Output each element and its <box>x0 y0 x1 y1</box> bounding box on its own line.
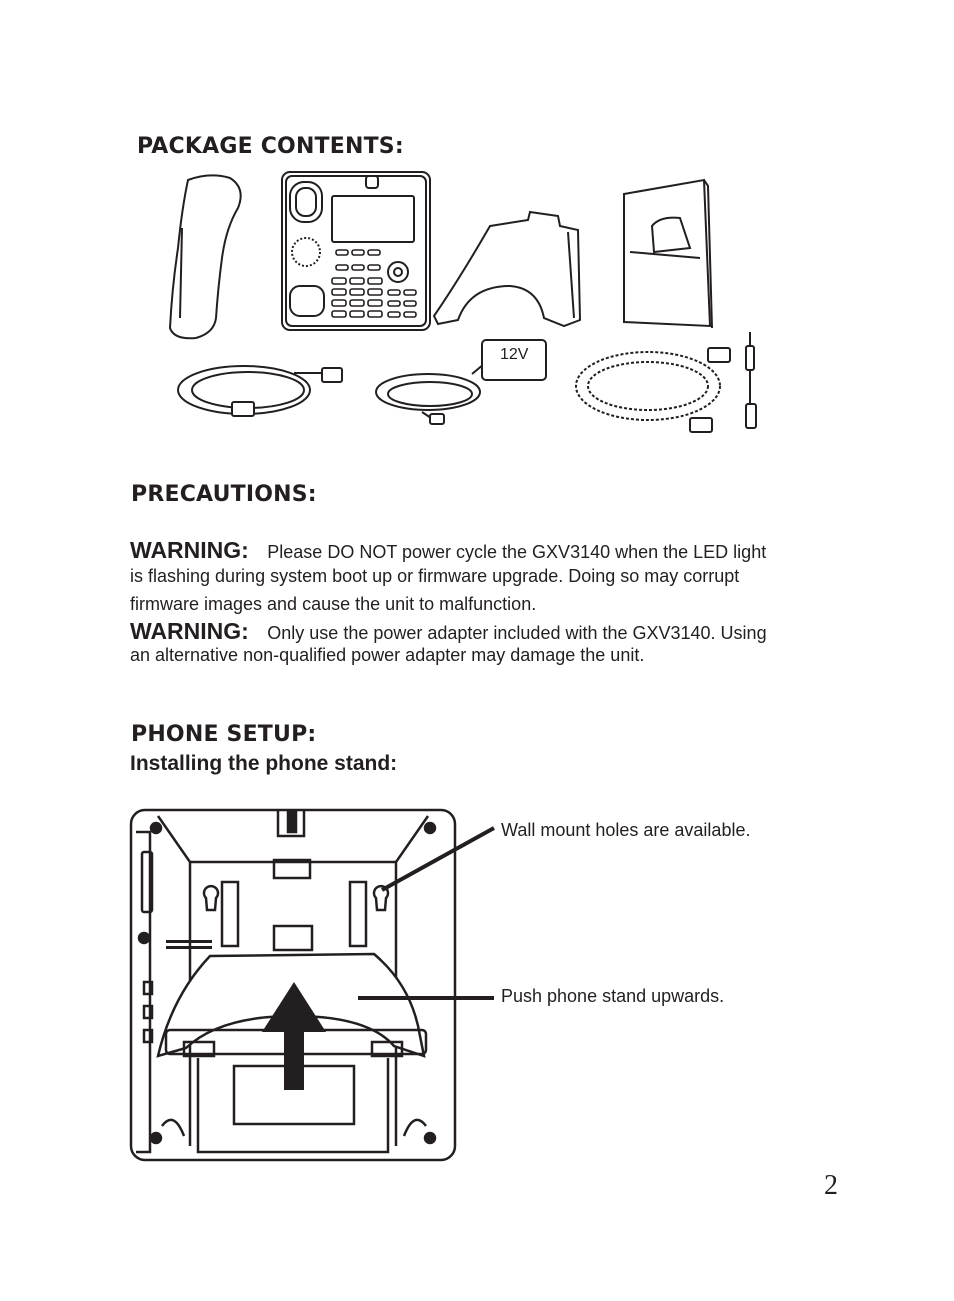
warning-text: an alternative non-qualified power adapter may damage the unit. <box>130 645 645 665</box>
audio-cable-icon <box>746 332 756 428</box>
package-contents-heading: PACKAGE CONTENTS: <box>137 134 404 159</box>
warning-text: is flashing during system boot up or firmware upgrade. Doing so may corrupt <box>130 566 740 586</box>
warning-text: Please DO NOT power cycle the GXV3140 when the LED light <box>267 542 767 562</box>
handset-icon <box>170 175 241 338</box>
page-number: 2 <box>824 1170 838 1201</box>
installing-stand-subheading: Installing the phone stand: <box>130 752 398 775</box>
warning-text: Only use the power adapter included with the GXV3140. Using <box>267 623 767 643</box>
phone-body-icon <box>282 172 430 330</box>
warning-block-2 <box>130 618 830 668</box>
warning-label: WARNING: <box>130 537 249 563</box>
quick-guide-icon <box>624 180 712 328</box>
wall-mount-callout: Wall mount holes are available. <box>501 820 751 840</box>
coiled-cord-icon <box>576 348 730 432</box>
phone-setup-heading: PHONE SETUP: <box>131 722 317 747</box>
phone-stand-icon <box>434 212 580 326</box>
warning-text: firmware images and cause the unit to malfunction. <box>130 594 537 614</box>
precautions-heading: PRECAUTIONS: <box>131 482 317 507</box>
ethernet-cable-icon <box>178 366 342 416</box>
adapter-voltage-label: 12V <box>500 346 529 363</box>
package-contents-illustration <box>160 168 780 438</box>
warning-block-1 <box>130 537 830 617</box>
warning-label: WARNING: <box>130 618 249 644</box>
push-stand-callout: Push phone stand upwards. <box>501 986 725 1006</box>
